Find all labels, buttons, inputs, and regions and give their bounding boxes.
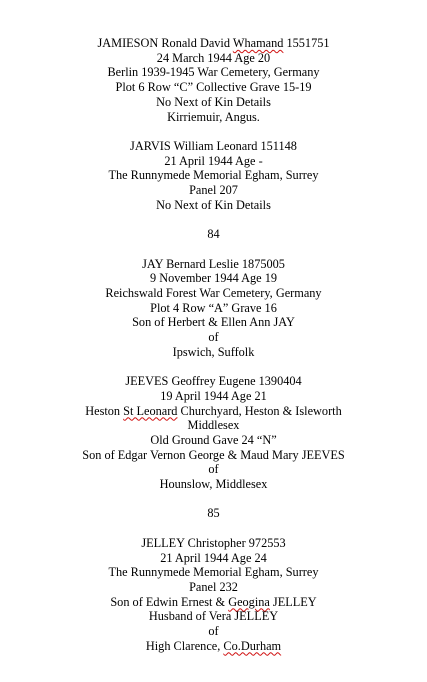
entry-place-line: High Clarence, Co.Durham	[145, 638, 282, 653]
entry-name-line: JAMIESON Ronald David Whamand 1551751	[97, 36, 330, 50]
entry-name-line: JELLEY Christopher 972553	[141, 535, 286, 550]
entry-name-line: JAY Bernard Leslie 1875005	[142, 256, 285, 271]
entry-date-line: 19 April 1944 Age 21	[160, 388, 267, 403]
entry-name-line: JEEVES Geoffrey Eugene 1390404	[125, 374, 302, 389]
misspelled-word: Whamand	[232, 36, 284, 50]
entry-cemetery-line: Berlin 1939-1945 War Cemetery, Germany	[107, 65, 320, 80]
roll-entry-jay	[0, 257, 427, 360]
entry-grave-line: Plot 4 Row “A” Grave 16	[150, 300, 277, 315]
roll-entry-jarvis	[0, 139, 427, 213]
entry-grave-line: Old Ground Gave 24 “N”	[150, 432, 277, 447]
roll-entry-jamieson	[0, 36, 427, 124]
entry-cemetery-line: Heston St Leonard Churchyard, Heston & Isleworth	[85, 403, 342, 418]
entry-grave-line: Plot 6 Row “C” Collective Grave 15-19	[115, 80, 312, 95]
entry-kin-line: No Next of Kin Details	[156, 197, 271, 212]
entry-date-line: 21 April 1944 Age -	[164, 153, 263, 168]
page-number: 85	[207, 506, 220, 521]
entry-date-line: 24 March 1944 Age 20	[156, 50, 271, 65]
entry-kin-line: Son of Edwin Ernest & Geogina JELLEY	[110, 594, 317, 609]
entry-cemetery-line: Reichswald Forest War Cemetery, Germany	[105, 285, 322, 300]
entry-of-line: of	[208, 462, 219, 477]
entry-place-line: Kirriemuir, Angus.	[167, 109, 260, 124]
entry-cemetery-line: The Runnymede Memorial Egham, Surrey	[108, 168, 319, 183]
entry-name-line: JARVIS William Leonard 151148	[130, 138, 297, 153]
roll-entry-jelley	[0, 536, 427, 654]
misspelled-word: St Leonard	[123, 403, 178, 418]
entry-kin-line: No Next of Kin Details	[156, 94, 271, 109]
roll-entry-jeeves	[0, 374, 427, 492]
entry-grave-line: Panel 207	[189, 183, 238, 198]
entry-date-line: 21 April 1944 Age 24	[160, 550, 267, 565]
entry-date-line: 9 November 1944 Age 19	[149, 271, 278, 286]
entry-spouse-line: Husband of Vera JELLEY	[148, 609, 279, 624]
entry-cemetery-line: The Runnymede Memorial Egham, Surrey	[108, 565, 319, 580]
entry-grave-line: Panel 232	[189, 579, 238, 594]
entry-kin-line: Son of Herbert & Ellen Ann JAY	[132, 315, 295, 330]
document-page	[0, 36, 427, 668]
page-number: 84	[207, 227, 220, 242]
entry-kin-line: Son of Edgar Vernon George & Maud Mary JEEVES	[82, 447, 345, 462]
entry-place-line: Hounslow, Middlesex	[159, 477, 268, 492]
entry-of-line: of	[208, 330, 219, 345]
misspelled-word: Geogina	[228, 594, 270, 609]
entry-place-line: Ipswich, Suffolk	[172, 344, 255, 359]
entry-of-line: of	[208, 624, 219, 639]
misspelled-word: Co.Durham	[223, 638, 282, 653]
entry-county-line: Middlesex	[187, 418, 240, 433]
